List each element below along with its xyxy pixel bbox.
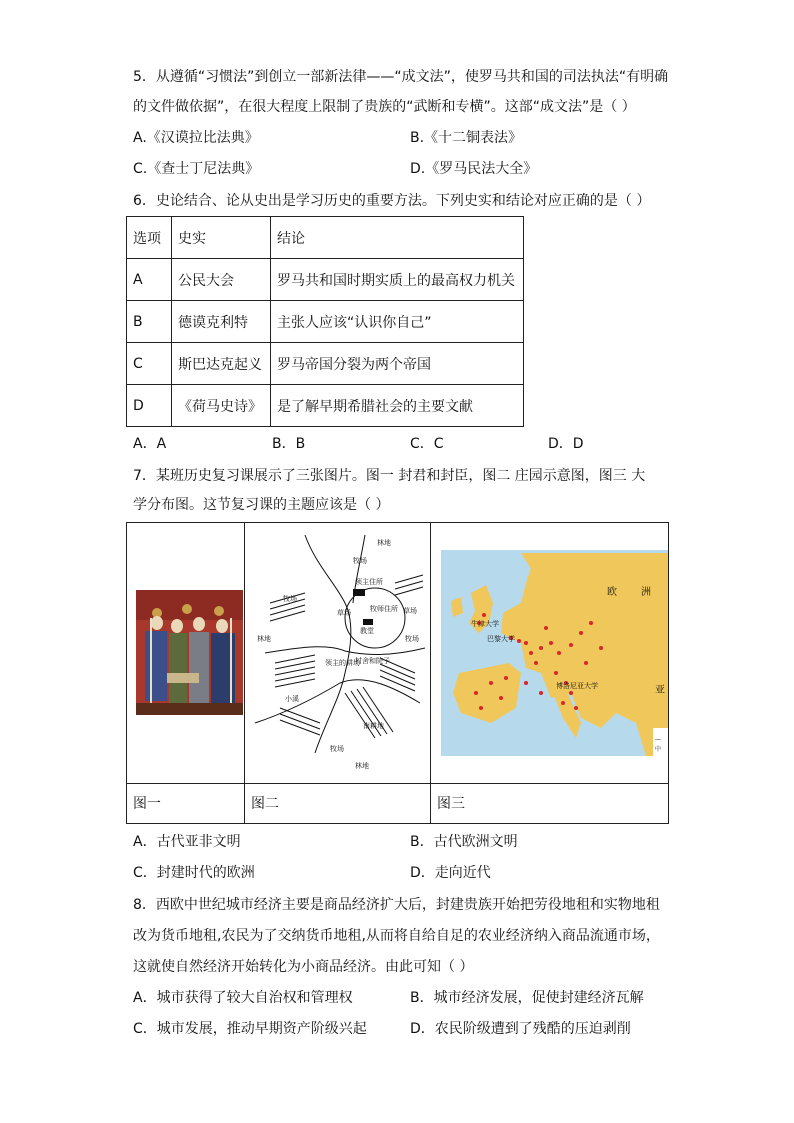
q6-option-d: D．D (548, 436, 584, 452)
map2-label: 小溪 (285, 695, 299, 703)
q5-option-a: A.《汉谟拉比法典》 (133, 130, 259, 146)
map3-legend: 中 (655, 746, 662, 753)
table-cell: 公民大会 (172, 259, 271, 301)
map2-label: 林地 (355, 762, 369, 770)
q7-stem-line1: 7．某班历史复习课展示了三张图片。图一 封君和封臣，图二 庄园示意图，图三 大 (133, 468, 646, 484)
figure1-painting (127, 523, 245, 783)
map2-label: 领主住所 (355, 578, 383, 586)
map3-label-oxford: 牛津大学 (471, 620, 499, 628)
q8-option-c: C．城市发展，推动早期资产阶级兴起 (133, 1021, 367, 1037)
map2-label: 领主的耕场 (325, 659, 360, 667)
table-header-cell: 史实 (172, 217, 271, 259)
q7-option-d: D．走向近代 (410, 865, 491, 881)
table-cell: 罗马帝国分裂为两个帝国 (271, 343, 524, 385)
map3-label-asia: 亚 (655, 685, 665, 696)
table-row (127, 301, 524, 343)
table-cell: 是了解早期希腊社会的主要文献 (271, 385, 524, 427)
q8-option-a: A．城市获得了较大自治权和管理权 (133, 990, 353, 1006)
map2-label: 南耕地 (363, 722, 384, 730)
map3-label-paris: 巴黎大学 (487, 635, 515, 643)
map2-label: 牧场 (283, 595, 297, 603)
table-cell: 斯巴达克起义 (172, 343, 271, 385)
q8-stem-line1: 8．西欧中世纪城市经济主要是商品经济扩大后，封建贵族开始把劳役地租和实物地租 (133, 897, 660, 913)
q6-option-c: C．C (410, 436, 444, 452)
q8-stem-line2: 改为货币地租,农民为了交纳货币地租,从而将自给自足的农业经济纳入商品流通市场， (133, 928, 660, 944)
q6-stem: 6．史论结合、论从史出是学习历史的重要方法。下列史实和结论对应正确的是（ ） (133, 193, 651, 209)
q7-figure-table (126, 522, 669, 824)
table-row (127, 385, 524, 427)
q6-table (126, 216, 524, 427)
figure2-caption: 图二 (245, 783, 431, 824)
map2-label: 村舍和院子 (355, 657, 390, 665)
table-cell: A (127, 259, 172, 301)
map2-label: 牧场 (405, 635, 419, 643)
figure1-cell (127, 523, 245, 783)
table-cell: 《荷马史诗》 (172, 385, 271, 427)
table-row (127, 343, 524, 385)
table-header-cell: 结论 (271, 217, 524, 259)
q5-stem-line2: 的文件做依据”，在很大程度上限制了贵族的“武断和专横”。这部“成文法”是（ ） (133, 99, 636, 115)
map3-label-europe: 欧 (607, 587, 617, 598)
table-cell: B (127, 301, 172, 343)
figure2-cell (245, 523, 431, 783)
map2-label: 牧场 (330, 745, 344, 753)
table-cell: 主张人应该“认识你自己” (271, 301, 524, 343)
figure3-university-map (431, 523, 668, 783)
q7-stem-line2: 学分布图。这节复习课的主题应该是（ ） (133, 497, 390, 513)
figure3-cell (431, 523, 668, 783)
figure1-caption: 图一 (127, 783, 245, 824)
q7-option-a: A．古代亚非文明 (133, 834, 241, 850)
q7-option-c: C．封建时代的欧洲 (133, 865, 255, 881)
table-header-cell: 选项 (127, 217, 172, 259)
map2-label: 牧场 (353, 557, 367, 565)
map3-label-bologna: 博洛尼亚大学 (556, 682, 598, 690)
q7-option-b: B．古代欧洲文明 (410, 834, 518, 850)
table-row (127, 259, 524, 301)
map2-label: 林地 (257, 635, 271, 643)
q8-option-d: D．农民阶级遭到了残酷的压迫剥削 (410, 1021, 631, 1037)
map2-label: 教堂 (360, 627, 374, 635)
figure2-manor-map (245, 523, 431, 783)
q5-option-d: D.《罗马民法大全》 (410, 161, 538, 177)
q8-option-b: B．城市经济发展，促使封建经济瓦解 (410, 990, 644, 1006)
q5-stem-line1: 5．从遵循“习惯法”到创立一部新法律——“成文法”，使罗马共和国的司法执法“有明确 (133, 69, 669, 85)
map2-label: 草场 (337, 609, 351, 617)
q6-option-a: A．A (133, 436, 167, 452)
table-cell: 德谟克利特 (172, 301, 271, 343)
table-header-row (127, 217, 524, 259)
q5-option-b: B.《十二铜表法》 (410, 130, 523, 146)
table-cell: 罗马共和国时期实质上的最高权力机关 (271, 259, 524, 301)
figure3-caption: 图三 (431, 783, 668, 824)
q8-stem-line3: 这就使自然经济开始转化为小商品经济。由此可知（ ） (133, 959, 474, 975)
map3-legend: — (655, 736, 661, 743)
map3-label-continent: 洲 (641, 587, 651, 598)
table-cell: C (127, 343, 172, 385)
map2-label: 草场 (403, 607, 417, 615)
map2-label: 牧师住所 (370, 605, 398, 613)
q5-option-c: C.《查士丁尼法典》 (133, 161, 260, 177)
map2-label: 林地 (377, 539, 391, 547)
q6-option-b: B．B (272, 436, 306, 452)
table-cell: D (127, 385, 172, 427)
